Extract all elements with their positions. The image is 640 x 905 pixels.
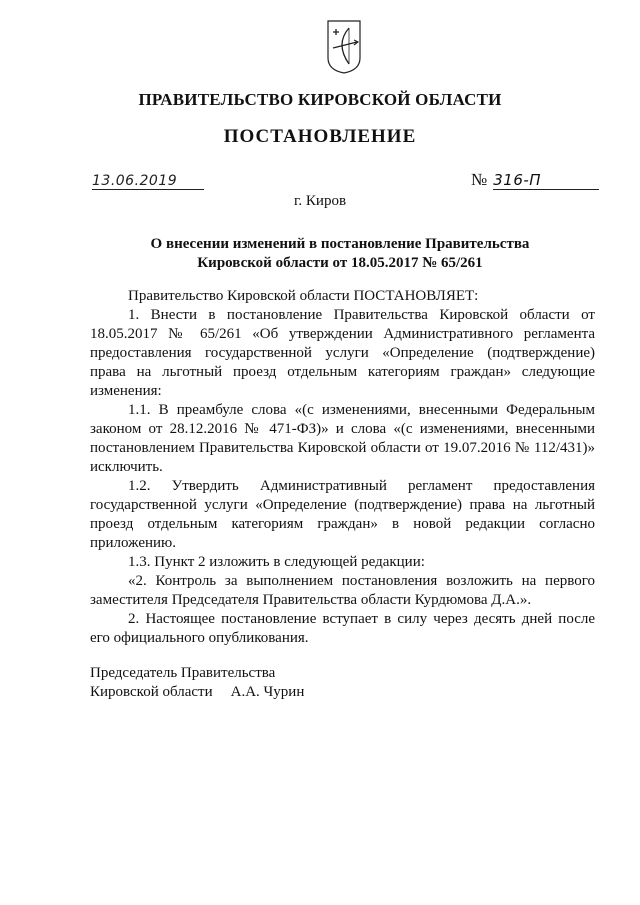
paragraph-resolves: Правительство Кировской области ПОСТАНОВЛЯЕТ: bbox=[128, 288, 479, 304]
paragraph-2: 2. Настоящее постановление вступает в силу через десять дней после его официального опубликования. bbox=[90, 611, 595, 646]
document-subject bbox=[140, 235, 540, 273]
coat-of-arms-icon bbox=[327, 20, 361, 74]
signer-title-line-2 bbox=[90, 683, 490, 702]
signature-block bbox=[90, 664, 490, 702]
date-underline bbox=[92, 189, 204, 190]
subject-line-2: Кировской области от 18.05.2017 № 65/261 bbox=[197, 255, 483, 271]
document-body bbox=[90, 287, 595, 648]
paragraph-1-1: 1.1. В преамбуле слова «(с изменениями, внесенными Федеральным законом от 28.12.2016 № 471-ФЗ)» и слова «(с изменениями, внесенными постановлением Правительства Кировской области от 19.07.2016 № 112/431)» исключить. bbox=[90, 402, 595, 475]
paragraph-1: 1. Внести в постановление Правительства Кировской области от 18.05.2017 № 65/261 «Об утверждении Административного регламента предоставления государственной услуги «Определение (подтверждение) права на льготный проезд отдельным категориям граждан» следующие изменения: bbox=[90, 307, 595, 399]
signer-region: Кировской области bbox=[90, 684, 213, 700]
paragraph-1-2: 1.2. Утвердить Административный регламент предоставления государственной услуги «Определение (подтверждение) права на льготный проезд отдельным категориям граждан» в новой редакции согласно приложению. bbox=[90, 478, 595, 551]
government-title: ПРАВИТЕЛЬСТВО КИРОВСКОЙ ОБЛАСТИ bbox=[138, 90, 502, 109]
number-value: 316-П bbox=[493, 171, 542, 189]
document-date bbox=[92, 172, 204, 192]
document-type-title: ПОСТАНОВЛЕНИЕ bbox=[223, 126, 417, 147]
subject-line-1: О внесении изменений в постановление Правительства bbox=[150, 236, 530, 252]
number-sign: № bbox=[471, 170, 488, 189]
date-value: 13.06.2019 bbox=[92, 173, 178, 189]
city-name: г. Киров bbox=[293, 193, 347, 209]
paragraph-1-3: 1.3. Пункт 2 изложить в следующей редакции: bbox=[128, 554, 425, 570]
document-number bbox=[471, 170, 599, 192]
paragraph-quoted-2: «2. Контроль за выполнением постановления возложить на первого заместителя Председателя Правительства области Курдюмова Д.А.». bbox=[90, 573, 595, 608]
number-underline bbox=[493, 189, 599, 190]
signer-title-line-1: Председатель Правительства bbox=[90, 665, 276, 681]
signer-name: А.А. Чурин bbox=[230, 684, 305, 700]
